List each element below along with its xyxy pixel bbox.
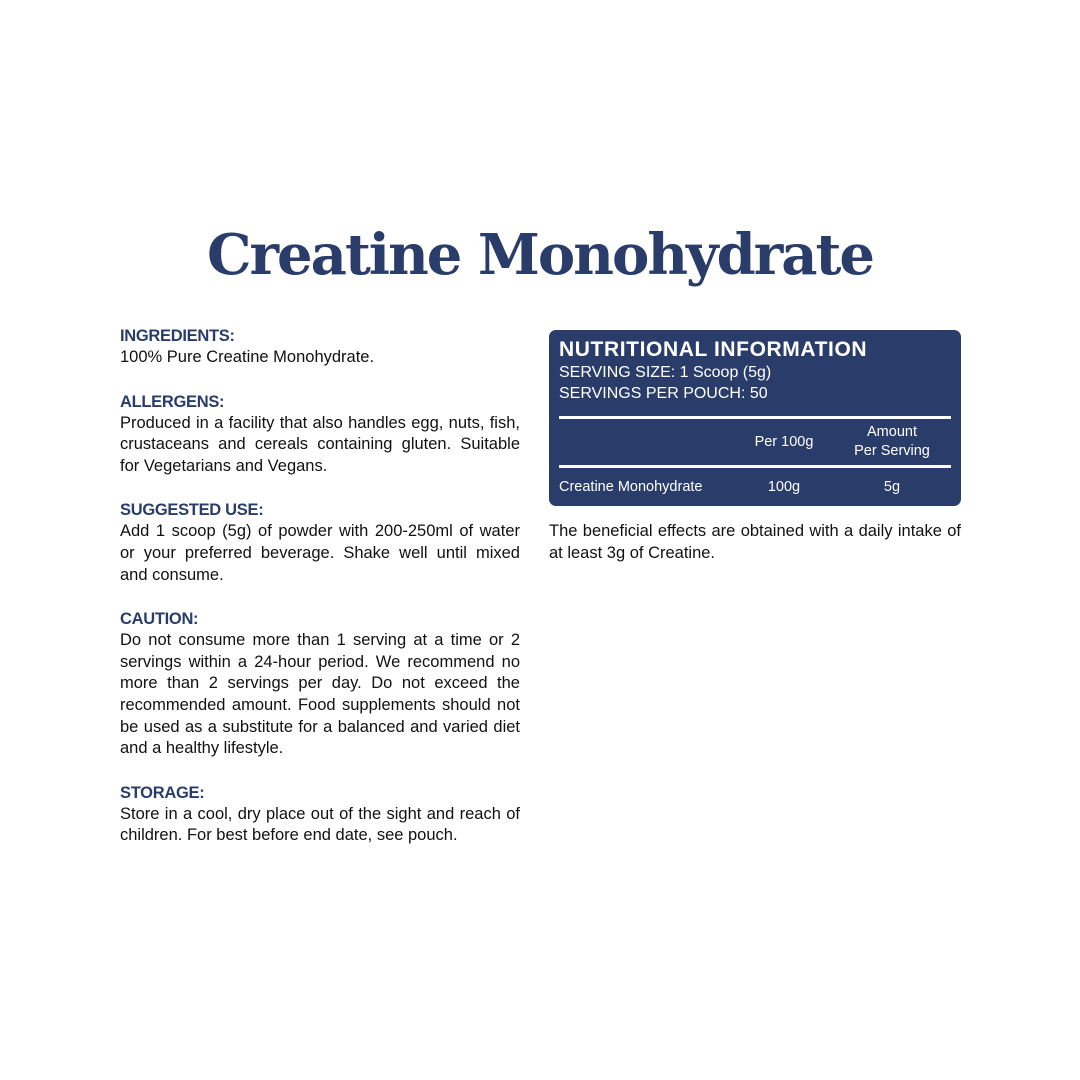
nutrition-table-header bbox=[559, 419, 951, 465]
storage-section bbox=[120, 782, 520, 847]
ingredients-section bbox=[120, 325, 520, 369]
header-per-serving-line2: Per Serving bbox=[854, 443, 930, 459]
table-row bbox=[559, 468, 951, 506]
storage-text: Store in a cool, dry place out of the sight and reach of children. For best before end date, see pouch. bbox=[120, 804, 520, 845]
storage-heading: STORAGE: bbox=[120, 783, 205, 802]
ingredients-text: 100% Pure Creatine Monohydrate. bbox=[120, 348, 375, 366]
header-per-serving bbox=[835, 423, 949, 461]
suggested-use-heading: SUGGESTED USE: bbox=[120, 501, 264, 520]
caution-heading: CAUTION: bbox=[120, 610, 199, 629]
header-per-serving-line1: Amount bbox=[867, 424, 917, 440]
servings-per-pouch: SERVINGS PER POUCH: 50 bbox=[559, 385, 768, 402]
nutrition-panel bbox=[549, 330, 961, 506]
suggested-use-text: Add 1 scoop (5g) of powder with 200-250ml of water or your preferred beverage. Shake well until mixed and consume. bbox=[120, 522, 520, 584]
caution-text: Do not consume more than 1 serving at a time or 2 servings within a 24-hour period. We recommend no more than 2 servings per day. Do not exceed the recommended amount. Food supplements should not be used as a substitute for a balanced and varied diet and a healthy lifestyle. bbox=[120, 631, 520, 758]
daily-intake-note: The beneficial effects are obtained with a daily intake of at least 3g of Creatine. bbox=[549, 522, 961, 562]
header-per-100g: Per 100g bbox=[754, 434, 814, 450]
allergens-text: Produced in a facility that also handles egg, nuts, fish, crustaceans and cereals containing gluten. Suitable for Vegetarians and Vegans. bbox=[120, 413, 520, 475]
allergens-section bbox=[120, 391, 520, 478]
nutrition-title: NUTRITIONAL INFORMATION bbox=[559, 338, 868, 361]
allergens-heading: ALLERGENS: bbox=[120, 392, 225, 411]
serving-size: SERVING SIZE: 1 Scoop (5g) bbox=[559, 364, 772, 381]
row-per-100g: 100g bbox=[767, 479, 801, 495]
row-nutrient-name: Creatine Monohydrate bbox=[559, 479, 703, 495]
product-info-column bbox=[120, 325, 520, 869]
suggested-use-section bbox=[120, 499, 520, 586]
row-per-serving: 5g bbox=[883, 478, 901, 495]
page-title: Creatine Monohydrate bbox=[206, 222, 874, 288]
ingredients-heading: INGREDIENTS: bbox=[120, 327, 235, 345]
caution-section bbox=[120, 608, 520, 760]
